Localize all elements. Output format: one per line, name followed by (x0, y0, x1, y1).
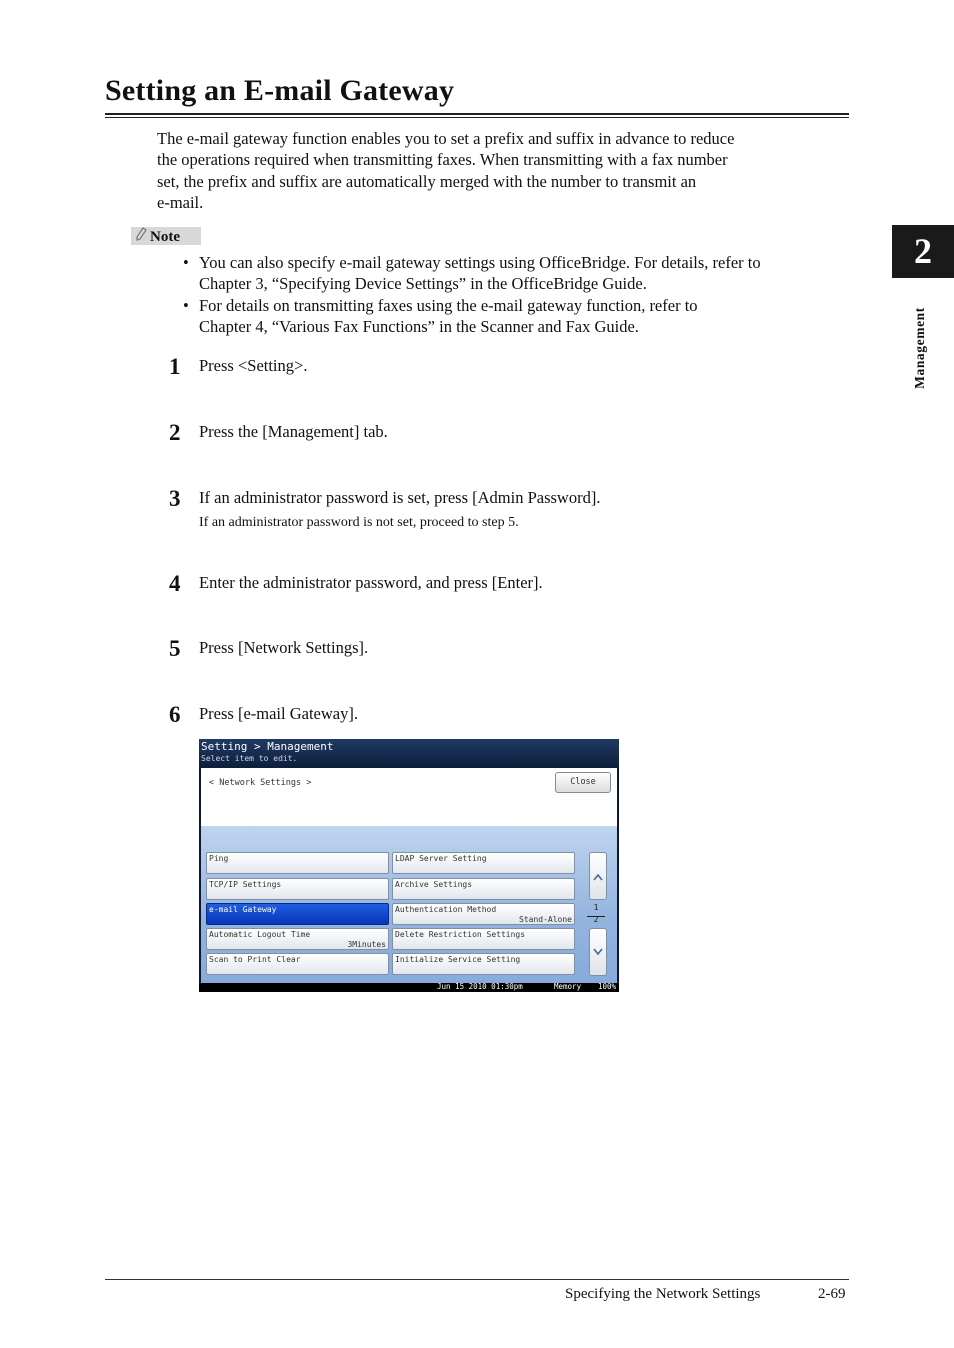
page-current: 1 (593, 903, 599, 912)
step-subtext: If an administrator password is not set, proceed to step 5. (199, 515, 519, 530)
bullet-icon: • (183, 253, 189, 272)
authentication-method-button[interactable] (392, 903, 575, 925)
title-rule-thin (105, 117, 849, 118)
button-value: Stand-Alone (519, 915, 572, 924)
step-number: 4 (169, 571, 181, 596)
automatic-logout-time-button[interactable] (206, 928, 389, 950)
button-label: Archive Settings (395, 880, 473, 889)
button-label: Automatic Logout Time (209, 930, 311, 939)
button-label: Scan to Print Clear (209, 955, 301, 964)
step-text: Enter the administrator password, and press [Enter]. (199, 573, 543, 592)
note-label: Note (150, 229, 180, 245)
step-number: 2 (169, 420, 181, 445)
intro-line: e-mail. (157, 192, 204, 212)
tcpip-settings-button[interactable] (206, 878, 389, 900)
step-text: If an administrator password is set, press [Admin Password]. (199, 488, 601, 507)
note-badge (131, 227, 201, 245)
chevron-down-icon (593, 948, 603, 956)
note-line: You can also specify e-mail gateway settings using OfficeBridge. For details, refer to (199, 253, 761, 272)
button-label: LDAP Server Setting (395, 854, 487, 863)
scroll-down-button[interactable] (589, 928, 607, 976)
step-number: 6 (169, 702, 181, 727)
page-title: Setting an E-mail Gateway (105, 74, 455, 107)
step-number: 3 (169, 486, 181, 511)
initialize-service-setting-button[interactable] (392, 953, 575, 975)
ldap-server-setting-button[interactable] (392, 852, 575, 874)
pencil-icon (135, 227, 150, 246)
intro-paragraph (157, 128, 847, 213)
button-label: Authentication Method (395, 905, 497, 914)
note-list (183, 252, 853, 337)
note-item (183, 252, 853, 295)
footer-rule (105, 1279, 849, 1280)
button-label: e-mail Gateway (209, 905, 277, 914)
title-rule (105, 113, 849, 115)
screen-title: Setting > Management (201, 740, 334, 753)
page-total: 2 (593, 915, 599, 924)
scan-to-print-clear-button[interactable] (206, 953, 389, 975)
close-button[interactable]: Close (555, 772, 611, 793)
note-line: Chapter 4, “Various Fax Functions” in the Scanner and Fax Guide. (199, 316, 639, 336)
chapter-label-text: Management (912, 307, 927, 389)
step-number: 5 (169, 636, 181, 661)
step-number: 1 (169, 354, 181, 379)
note-line: For details on transmitting faxes using the e-mail gateway function, refer to (199, 295, 698, 315)
chevron-up-icon (593, 873, 603, 881)
intro-line: the operations required when transmitting faxes. When transmitting with a fax number (157, 150, 728, 170)
status-bar (199, 983, 619, 992)
note-item (183, 295, 853, 338)
scroll-up-button[interactable] (589, 852, 607, 900)
footer-page-number: 2-69 (818, 1286, 846, 1302)
ping-button[interactable] (206, 852, 389, 874)
email-gateway-button[interactable] (206, 903, 389, 925)
archive-settings-button[interactable] (392, 878, 575, 900)
footer-section-title: Specifying the Network Settings (565, 1286, 761, 1302)
step-text: Press the [Management] tab. (199, 422, 388, 441)
screen-info-area (201, 768, 617, 826)
note-line: Chapter 3, “Specifying Device Settings” in the OfficeBridge Guide. (199, 274, 647, 294)
chapter-label (905, 290, 935, 406)
status-memory-label: Memory (554, 982, 582, 991)
status-date: Jun 15 2010 01:30pm (437, 982, 523, 991)
step-text: Press <Setting>. (199, 356, 308, 375)
intro-line: set, the prefix and suffix are automatically merged with the number to transmit an (157, 171, 697, 191)
status-memory-value: 100% (598, 982, 617, 991)
step-text: Press [e-mail Gateway]. (199, 704, 358, 723)
button-label: TCP/IP Settings (209, 880, 282, 889)
device-screen (199, 739, 619, 992)
bullet-icon: • (183, 295, 189, 315)
button-value: 3Minutes (347, 940, 386, 949)
chapter-tab: 2 (892, 225, 954, 278)
delete-restriction-settings-button[interactable] (392, 928, 575, 950)
button-label: Delete Restriction Settings (395, 930, 526, 939)
button-label: Ping (209, 854, 229, 863)
screen-header (199, 739, 619, 768)
screen-subtitle: Select item to edit. (201, 754, 298, 763)
button-label: Initialize Service Setting (395, 955, 521, 964)
step-text: Press [Network Settings]. (199, 638, 369, 657)
breadcrumb: < Network Settings > (209, 778, 312, 788)
intro-line: The e-mail gateway function enables you to set a prefix and suffix in advance to reduce (157, 129, 735, 148)
